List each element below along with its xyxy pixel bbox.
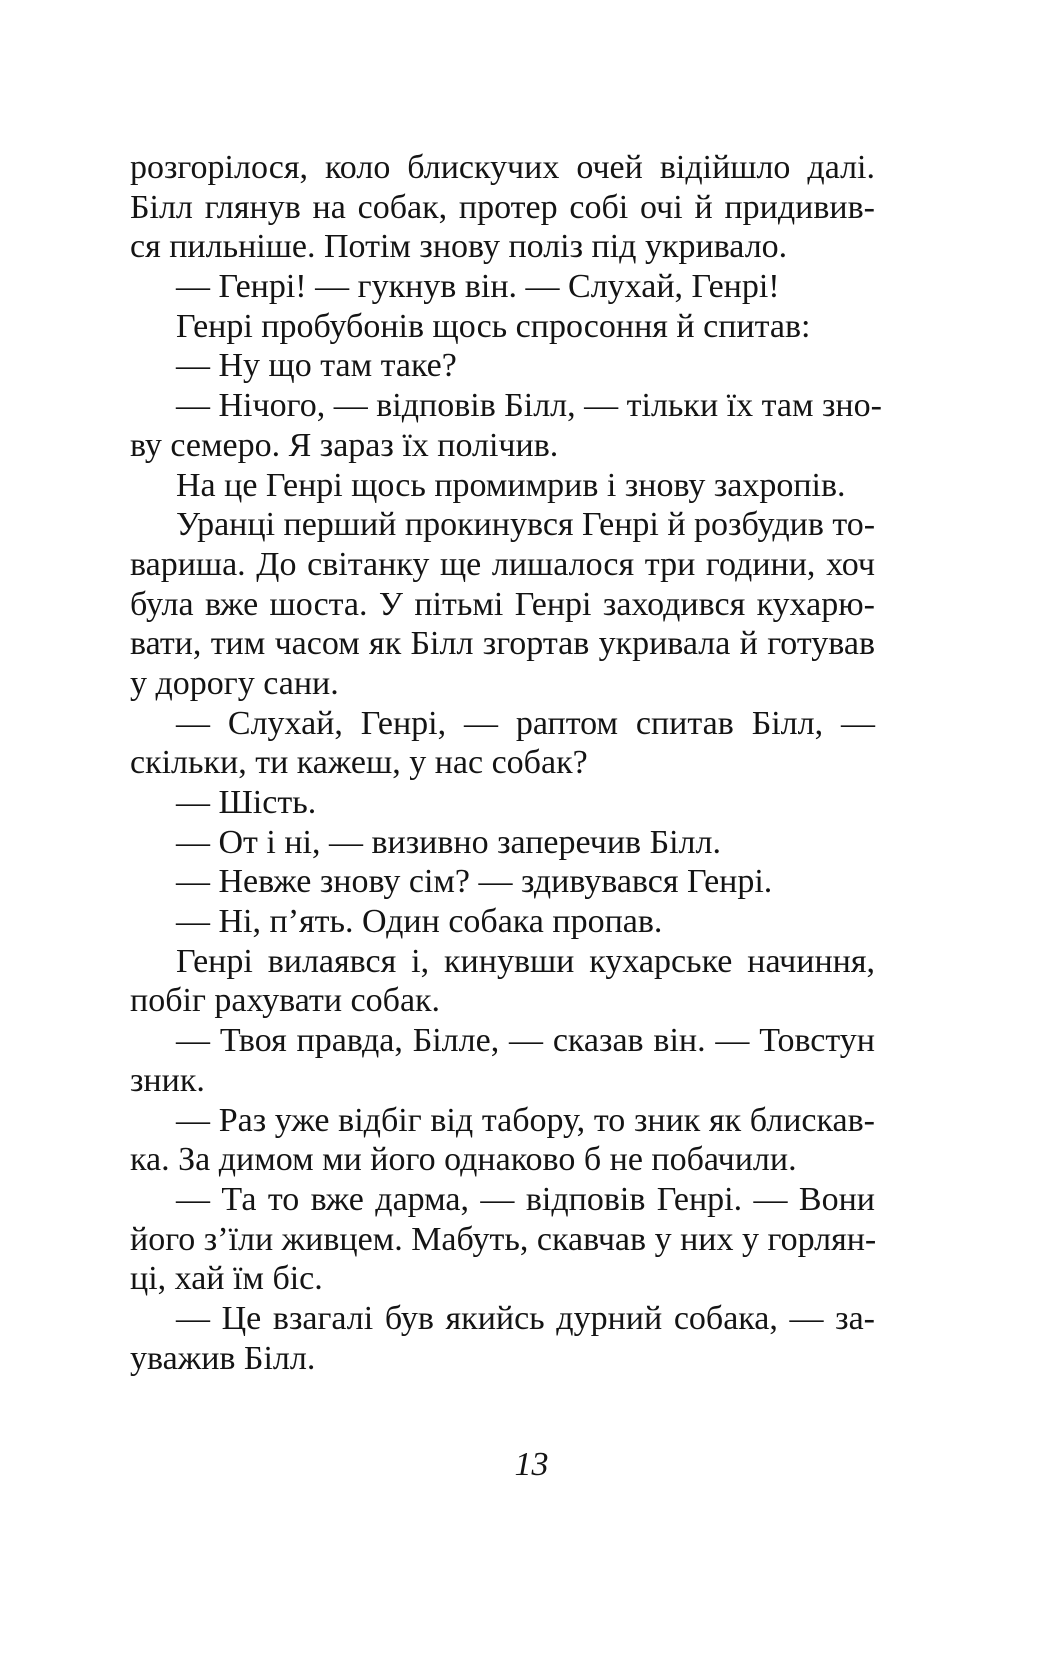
text-line: — Генрі! — гукнув він. — Слухай, Генрі! [176, 268, 780, 306]
text-line: була вже шоста. У пітьмі Генрі заходився кухарю- [130, 585, 875, 623]
text-line: розгорілося, коло блискучих очей відійшло далі. [130, 149, 875, 186]
text-line: — Ну що там таке? [176, 347, 457, 385]
text-line: — Нічого, — відповів Білл, — тільки їх там зно- [176, 387, 882, 425]
text-line: ву семеро. Я зараз їх полічив. [130, 426, 559, 464]
body-text [130, 148, 882, 1378]
text-line: — Це взагалі був якийсь дурний собака, — за- [176, 1299, 875, 1337]
text-line: Уранці перший прокинувся Генрі й розбудив то- [176, 506, 876, 544]
text-line: Генрі вилаявся і, кинувши кухарське начиння, [176, 942, 875, 980]
text-line: — Твоя правда, Білле, — сказав він. — Товстун [176, 1022, 875, 1060]
text-line: вати, тим часом як Білл згортав укривала й готував [130, 625, 875, 663]
text-line: На це Генрі щось промимрив і знову захропів. [176, 466, 846, 504]
text-line: Генрі пробубонів щось спросоння й спитав: [176, 307, 811, 345]
text-line: ся пильніше. Потім знову поліз під укривало. [130, 228, 788, 266]
text-line: — Ні, п’ять. Один собака пропав. [176, 903, 663, 941]
text-line: вариша. До світанку ще лишалося три години, хоч [130, 545, 875, 583]
text-line: — Слухай, Генрі, — раптом спитав Білл, — [176, 704, 875, 742]
text-line: — Раз уже відбіг від табору, то зник як блискав- [176, 1101, 875, 1139]
text-line: — Невже знову сім? — здивувався Генрі. [176, 863, 773, 901]
text-line: скільки, ти кажеш, у нас собак? [130, 744, 588, 782]
text-line: у дорогу сани. [130, 664, 339, 702]
text-line: побіг рахувати собак. [130, 982, 441, 1020]
text-line: — Та то вже дарма, — відповів Генрі. — Вони [176, 1180, 875, 1218]
text-line: зник. [130, 1061, 205, 1099]
page-number: 13 [514, 1446, 549, 1483]
text-line: ці, хай їм біс. [130, 1260, 323, 1298]
text-line: його з’їли живцем. Мабуть, скавчав у них у горлян- [130, 1220, 877, 1258]
text-line: — От і ні, — визивно заперечив Білл. [176, 823, 721, 861]
text-line: уважив Білл. [130, 1339, 316, 1377]
text-line: — Шість. [176, 784, 317, 821]
text-line: Білл глянув на собак, протер собі очі й придивив- [130, 188, 875, 226]
text-line: ка. За димом ми його однаково б не побачили. [130, 1141, 797, 1179]
